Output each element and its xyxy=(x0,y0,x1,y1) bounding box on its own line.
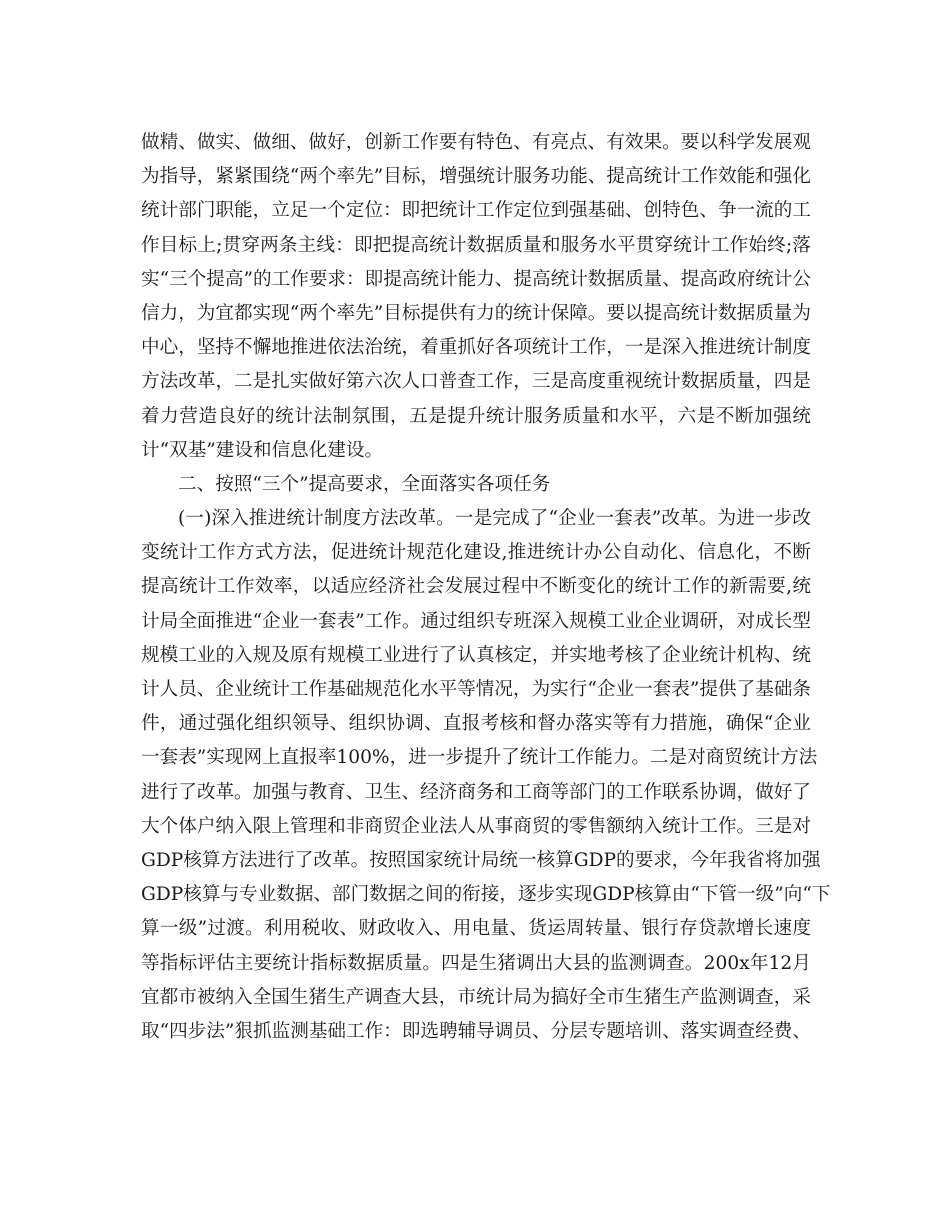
text-line: 计“双基”建设和信息化建设。 xyxy=(141,439,384,461)
text-line: 方法改革，二是扎实做好第六次人口普查工作，三是高度重视统计数据质量，四是 xyxy=(141,371,811,393)
text-line: 规模工业的入规及原有规模工业进行了认真核定，并实地考核了企业统计机构、统 xyxy=(141,644,811,666)
text-line: 着力营造良好的统计法制氛围，五是提升统计服务质量和水平，六是不断加强统 xyxy=(141,405,811,427)
text-line: GDP核算方法进行了改革。按照国家统计局统一核算GDP的要求，今年我省将加强 xyxy=(141,849,821,871)
text-line: 信力，为宜都实现“两个率先”目标提供有力的统计保障。要以提高统计数据质量为 xyxy=(141,302,811,324)
text-line: 提高统计工作效率，以适应经济社会发展过程中不断变化的统计工作的新需要,统 xyxy=(141,576,811,598)
text-line: 等指标评估主要统计指标数据质量。四是生猪调出大县的监测调查。200x年12月 xyxy=(141,952,811,974)
text-line: 大个体户纳入限上管理和非商贸企业法人从事商贸的零售额纳入统计工作。三是对 xyxy=(141,815,811,837)
text-line: GDP核算与专业数据、部门数据之间的衔接，逐步实现GDP核算由“下管一级”向“下 xyxy=(141,884,831,906)
text-line: 取“四步法”狠抓监测基础工作：即选聘辅导调员、分层专题培训、落实调查经费、 xyxy=(141,1020,811,1042)
text-line: (一)深入推进统计制度方法改革。一是完成了“企业一套表”改革。为进一步改 xyxy=(178,508,811,530)
text-line: 算一级”过渡。利用税收、财政收入、用电量、货运周转量、银行存贷款增长速度 xyxy=(141,918,811,940)
text-line: 进行了改革。加强与教育、卫生、经济商务和工商等部门的工作联系协调，做好了 xyxy=(141,781,811,803)
paragraph-work-guidance xyxy=(141,126,811,468)
paragraph-reform xyxy=(141,502,831,1049)
text-line: 作目标上;贯穿两条主线：即把提高统计数据质量和服务水平贯穿统计工作始终;落 xyxy=(141,234,811,256)
text-line: 变统计工作方式方法，促进统计规范化建设,推进统计办公自动化、信息化，不断 xyxy=(141,542,811,564)
text-line: 做精、做实、做细、做好，创新工作要有特色、有亮点、有效果。要以科学发展观 xyxy=(141,132,811,153)
text-line: 统计部门职能，立足一个定位：即把统计工作定位到强基础、创特色、争一流的工 xyxy=(141,200,811,222)
text-line: 一套表”实现网上直报率100%，进一步提升了统计工作能力。二是对商贸统计方法 xyxy=(141,747,818,769)
text-line: 为指导，紧紧围绕“两个率先”目标，增强统计服务功能、提高统计工作效能和强化 xyxy=(141,166,811,188)
document-page xyxy=(141,126,831,1049)
text-line: 计人员、企业统计工作基础规范化水平等情况，为实行“企业一套表”提供了基础条 xyxy=(141,679,811,700)
section-heading-text: 二、按照“三个”提高要求，全面落实各项任务 xyxy=(178,473,551,495)
text-line: 件，通过强化组织领导、组织协调、直报考核和督办落实等有力措施，确保“企业 xyxy=(141,713,811,735)
text-line: 计局全面推进“企业一套表”工作。通过组织专班深入规模工业企业调研，对成长型 xyxy=(141,610,811,632)
section-heading xyxy=(141,468,811,502)
text-line: 实“三个提高”的工作要求：即提高统计能力、提高统计数据质量、提高政府统计公 xyxy=(141,268,811,290)
text-line: 中心，坚持不懈地推进依法治统，着重抓好各项统计工作，一是深入推进统计制度 xyxy=(141,337,811,359)
text-line: 宜都市被纳入全国生猪生产调查大县，市统计局为搞好全市生猪生产监测调查，采 xyxy=(141,986,811,1008)
